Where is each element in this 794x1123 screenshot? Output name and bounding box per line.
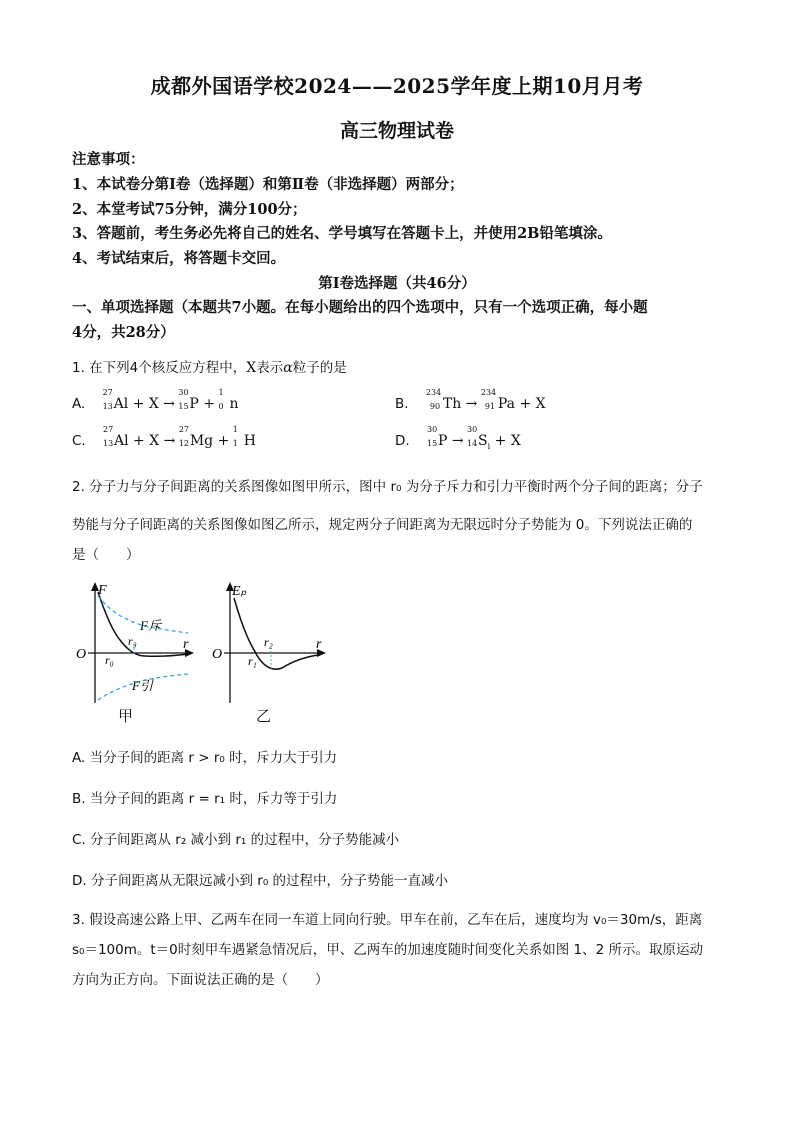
label-F-chi: F斥 (140, 618, 161, 633)
mass-number: 1 (232, 425, 238, 434)
figure-jia-caption: 甲 (118, 707, 134, 725)
atomic-number: 15 (426, 439, 438, 448)
potential-curve (234, 598, 318, 669)
element: S (478, 433, 488, 449)
exam-title: 成都外国语学校2024——2025学年度上期10月月考 (150, 74, 644, 98)
atomic-number: 13 (102, 402, 113, 411)
q2-stem-line3: 是（ ） (72, 547, 140, 563)
part-heading-line2: 4分，共28分） (72, 324, 175, 341)
figure-yi-caption: 乙 (256, 707, 272, 725)
section-title: 第Ⅰ卷选择题（共46分） (318, 275, 476, 292)
atomic-number: 91 (484, 402, 496, 411)
figure-jia-force-graph (70, 578, 200, 708)
element: Th (442, 396, 462, 412)
mass-number: 30 (426, 425, 438, 434)
label-r-axis: r (183, 637, 189, 652)
mass-number: 27 (103, 425, 114, 434)
q3-stem-line1: 3. 假设高速公路上甲、乙两车在同一车道上同向行驶。甲车在前，乙车在后，速度均为 v₀＝30m/s，距离 (72, 912, 703, 928)
notice-item-3: 3、答题前，考生务必先将自己的姓名、学号填写在答题卡上，并使用2B铅笔填涂。 (72, 225, 612, 242)
operator: + X → (128, 396, 175, 412)
figure-yi-potential-graph (210, 578, 335, 708)
label-r2: r₂ (264, 635, 273, 649)
atomic-number: 14 (467, 439, 478, 448)
notice-item-2: 2、本堂考试75分钟，满分100分； (72, 201, 307, 218)
option-label: C. (72, 433, 86, 449)
atomic-number: 0 (218, 402, 224, 411)
q3-stem-line2: s₀＝100m。t＝0时刻甲车遇紧急情况后，甲、乙两车的加速度随时间变化关系如图 1、2 所示。取原运动 (72, 942, 704, 958)
operator: + (213, 433, 234, 449)
option-label: A. (72, 396, 86, 412)
element: P (437, 433, 448, 449)
q1-option-d[interactable] (395, 425, 521, 451)
operator: + (198, 396, 220, 412)
label-F: F (98, 583, 107, 598)
mass-number: 27 (178, 425, 190, 434)
operator: + X → (128, 433, 176, 449)
operator: → (461, 396, 478, 412)
notice-item-4: 4、考试结束后，将答题卡交回。 (72, 250, 286, 267)
mass-number: 234 (480, 388, 497, 397)
option-label: B. (395, 396, 409, 412)
q2-option-c[interactable]: C. 分子间距离从 r₂ 减小到 r₁ 的过程中，分子势能减小 (72, 832, 400, 848)
part-heading-line1: 一、单项选择题（本题共7小题。在每小题给出的四个选项中，只有一个选项正确，每小题 (72, 299, 648, 316)
q1-option-c[interactable] (72, 425, 256, 449)
exam-subtitle: 高三物理试卷 (339, 120, 454, 142)
atomic-number: 15 (178, 402, 189, 411)
atomic-number: 12 (178, 439, 190, 448)
q1-stem-alpha: α (283, 360, 293, 376)
q2-option-d[interactable]: D. 分子间距离从无限远减小到 r₀ 的过程中，分子势能一直减小 (72, 873, 449, 889)
mass-number: 27 (102, 388, 113, 397)
q3-stem-line3: 方向为正方向。下面说法正确的是（ ） (72, 972, 329, 988)
mass-number: 1 (218, 388, 224, 397)
label-r1: r₁ (248, 654, 257, 668)
label-Ep: Eₚ (232, 584, 247, 599)
label-origin: O (76, 647, 87, 662)
atomic-number: 1 (232, 439, 238, 448)
label-F-yin: F引 (132, 678, 153, 693)
atomic-number: 90 (429, 402, 441, 411)
q2-option-b[interactable]: B. 当分子间的距离 r = r₁ 时，斥力等于引力 (72, 791, 338, 807)
label-r0: r₀ (105, 653, 114, 667)
label-r-axis: r (316, 637, 322, 652)
label-origin: O (212, 647, 223, 662)
option-label: D. (395, 433, 410, 449)
mass-number: 30 (467, 425, 478, 434)
atomic-number: 13 (103, 439, 114, 448)
element: Al (114, 433, 129, 449)
operator: → (447, 433, 464, 449)
element: H (243, 433, 256, 449)
label-r3: r₃ (128, 634, 137, 648)
element: P (189, 396, 199, 412)
q1-stem-c: 粒子的是 (292, 360, 347, 376)
q2-stem-line1: 2. 分子力与分子间距离的关系图像如图甲所示，图中 r₀ 为分子斥力和引力平衡时两个分子间的距离；分子 (72, 479, 703, 495)
notice-item-1: 1、本试卷分第Ⅰ卷（选择题）和第Ⅱ卷（非选择题）两部分； (72, 176, 464, 193)
subscript: i (487, 441, 491, 451)
element: n (229, 396, 239, 412)
operator: + X (515, 396, 546, 412)
q2-stem-line2: 势能与分子间距离的关系图像如图乙所示，规定两分子间距离为无限远时分子势能为 0。下列说法正确的 (72, 517, 693, 533)
mass-number: 234 (425, 388, 442, 397)
mass-number: 30 (178, 388, 189, 397)
element: Al (113, 396, 129, 412)
q1-option-b[interactable] (395, 388, 546, 412)
q1-stem-b: 表示 (256, 360, 284, 376)
q1-stem (72, 356, 347, 376)
notice-heading: 注意事项： (72, 151, 145, 168)
q1-option-a[interactable] (72, 388, 239, 412)
element: Mg (189, 433, 214, 449)
operator: + X (490, 433, 521, 449)
element: Pa (497, 396, 515, 412)
q1-stem-a: 1. 在下列4个核反应方程中， (72, 360, 247, 376)
q1-stem-x: X (246, 360, 257, 376)
q2-option-a[interactable]: A. 当分子间的距离 r > r₀ 时，斥力大于引力 (72, 750, 338, 766)
